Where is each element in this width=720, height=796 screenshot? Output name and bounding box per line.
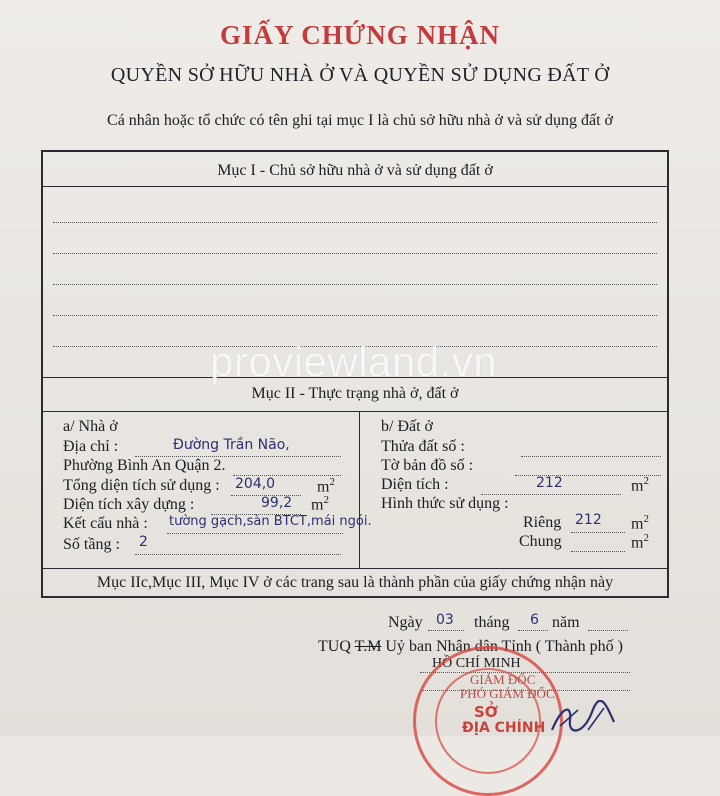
land-area-value: 212 <box>536 475 563 491</box>
dotted-field <box>571 551 625 552</box>
private-unit: $m^2$ <box>631 513 649 533</box>
map-label: Tờ bản đồ số : <box>381 457 474 474</box>
build-area-label: Diện tích xây dựng : <box>63 496 195 513</box>
structure-value: tường gạch,sàn BTCT,mái ngói. <box>169 514 372 529</box>
month-label: tháng <box>474 614 510 631</box>
private-value: 212 <box>575 512 602 528</box>
dotted-field <box>135 554 341 555</box>
divider <box>43 186 667 187</box>
shared-unit: $m^2$ <box>631 532 649 552</box>
footer-note: Mục IIc,Mục III, Mục IV ở các trang sau là thành phần của giấy chứng nhận này <box>96 574 614 591</box>
house-heading: a/ Nhà ở <box>63 418 118 435</box>
dotted-field <box>167 533 343 534</box>
structure-label: Kết cấu nhà : <box>63 515 148 532</box>
private-label: Riêng <box>523 514 562 531</box>
seal-text-1: SỞ <box>474 703 498 721</box>
dotted-field <box>428 630 464 631</box>
land-area-unit: $m^2$ <box>631 475 649 495</box>
watermark: proviewland.vn <box>210 338 498 385</box>
document-subtitle: QUYỀN SỞ HỮU NHÀ Ở VÀ QUYỀN SỬ DỤNG ĐẤT Ở <box>110 64 610 86</box>
floors-value: 2 <box>139 534 148 550</box>
build-area-value: 99,2 <box>261 495 293 511</box>
divider <box>43 411 667 412</box>
shared-label: Chung <box>519 533 562 550</box>
signature <box>548 700 618 736</box>
address-label: Địa chỉ : <box>63 438 119 455</box>
dotted-line <box>53 284 657 285</box>
signatory-line-3: GIÁM ĐỐC <box>470 672 536 687</box>
dotted-field <box>521 456 661 457</box>
build-area-unit: $m^2$ <box>311 494 329 514</box>
dotted-line <box>53 222 657 223</box>
document-title: GIẤY CHỨNG NHẬN <box>220 20 500 50</box>
address-value-2: Phường Bình An Quận 2. <box>63 457 226 474</box>
dotted-line <box>53 315 657 316</box>
year-label: năm <box>552 614 580 631</box>
month-value: 6 <box>530 612 539 628</box>
usage-label: Hình thức sử dụng : <box>381 495 509 512</box>
address-value-1: Đường Trần Não, <box>173 437 290 453</box>
dotted-line <box>53 253 657 254</box>
dotted-field <box>518 630 548 631</box>
total-area-label: Tổng diện tích sử dụng : <box>63 477 220 494</box>
intro-text: Cá nhân hoặc tổ chức có tên ghi tại mục I là chủ sở hữu nhà ở và sử dụng đất ở <box>107 112 613 129</box>
day-value: 03 <box>436 612 454 628</box>
total-area-value: 204,0 <box>235 476 276 492</box>
column-divider <box>359 411 360 568</box>
section-1-heading: Mục I - Chủ sở hữu nhà ở và sử dụng đất ở <box>217 162 493 179</box>
dotted-field <box>588 630 628 631</box>
floors-label: Số tầng : <box>63 536 120 553</box>
day-label: Ngày <box>388 614 423 631</box>
plot-label: Thửa đất số : <box>381 438 465 455</box>
dotted-field <box>571 532 625 533</box>
divider <box>43 568 667 569</box>
signatory-line-4: PHÓ GIÁM ĐỐC <box>460 686 555 701</box>
total-area-unit: $m^2$ <box>317 476 335 496</box>
section-2-heading: Mục II - Thực trạng nhà ở, đất ở <box>251 385 459 402</box>
land-heading: b/ Đất ở <box>381 418 434 435</box>
signatory-line-2: HỒ CHÍ MINH <box>432 656 521 671</box>
land-area-label: Diện tích : <box>381 476 449 493</box>
seal-text-2: ĐỊA CHÍNH <box>462 720 546 736</box>
signatory-line-1: TUQ T.M Uỷ ban Nhân dân Tỉnh ( Thành phố ) <box>318 638 624 655</box>
